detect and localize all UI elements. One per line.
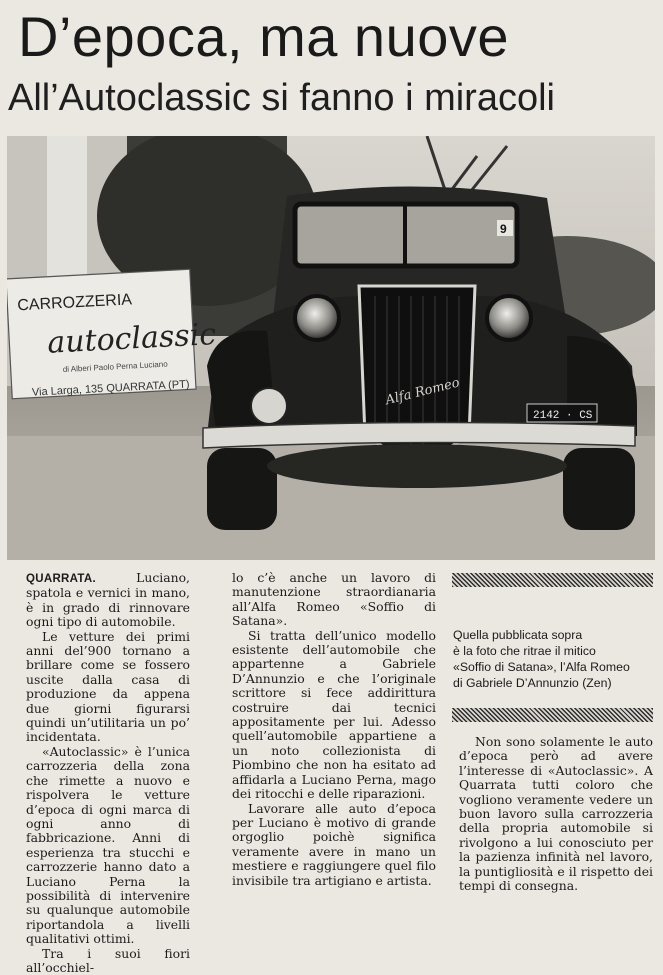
paragraph-8: Non sono solamente le auto d’epoca però ad avere l’interesse di «Autoclassic». A Quarrata tutti coloro che vogliono veramente vedere un buon lavoro sulla carrozzeria della propria automobile si rivolgono a lui conosciuto per la pazienza infinità nel lavoro, la puntigliosità e il rispetto dei tempi di consegna. (459, 734, 653, 894)
sign-line4: Via Larga, 135 QUARRATA (PT) (31, 378, 190, 399)
caption-line-2: è la foto che ritrae il mitico (453, 644, 596, 658)
article-column-2 (232, 571, 436, 888)
article-column-1 (26, 571, 190, 975)
hatch-divider-top (452, 573, 653, 587)
caption-line-3: «Soffio di Satana», l’Alfa Romeo (453, 660, 630, 674)
sign-line2: autoclassic (46, 317, 217, 361)
paragraph-2: Le vetture dei primi anni del’900 tornano a brillare come se fossero uscite dalla casa di produzione da appena due giorni figurarsi quindi un’utilitaria un po’ incidentata. (26, 628, 190, 745)
paragraph-3: «Autoclassic» è l’unica carrozzeria della zona che rimette a nuovo e rispolvera le vetture d’epoca di ogni marca di ogni anno di fabbricazione. Anni di esperienza tra stucchi e carrozzerie hanno dato a Luciano Perna la possibilità di intervenire su qualunque automobile riportandola a livelli qualitativi ottimi. (26, 743, 190, 947)
grille-script: Alfa Romeo (384, 375, 462, 409)
article-headline: D’epoca, ma nuove (18, 5, 510, 68)
hatch-divider-bottom (452, 708, 653, 722)
caption-line-1: Quella pubblicata sopra (453, 628, 583, 642)
paragraph-5: lo c’è anche un lavoro di manutenzione straordianaria all’Alfa Romeo «Soffio di Satana». (232, 570, 436, 629)
article-column-3 (459, 735, 653, 893)
sign-line3: di Alberi Paolo Perna Luciano (62, 359, 168, 375)
paragraph-4: Tra i suoi fiori all’occhiel- (26, 945, 190, 975)
caption-line-4: di Gabriele D’Annunzio (Zen) (453, 676, 612, 690)
license-plate: 2142 · CS (533, 410, 593, 422)
article-photo (7, 136, 655, 560)
paragraph-7: Lavorare alle auto d’epoca per Luciano è motivo di grande orgoglio poichè significa veramente avere in mano un mestiere e raggiungere quel filo invisibile tra artigiano e artista. (232, 800, 436, 888)
carrozzeria-sign (7, 269, 217, 398)
windshield-badge: 9 (500, 222, 507, 236)
dateline: QUARRATA. (26, 573, 96, 585)
paragraph-6: Si tratta dell’unico modello esistente dell’automobile che appartenne a Gabriele D’Annunzio e che l’originale scrittore si fece addirittura costruire dai tecnici appositamente per lui. Adesso quell’automobile appartiene a un noto collezionista di Piombino che non ha esitato ad affidarla a Luciano Perna, mago dei ritocchi e delle riparazioni. (232, 627, 436, 802)
photo-caption (453, 627, 655, 691)
paragraph-1-text: Luciano, spatola e vernici in mano, è in grado di rinnovare ogni tipo di automobile. (26, 570, 190, 630)
article-subheadline: All’Autoclassic si fanno i miracoli (8, 77, 555, 119)
paragraph-1 (26, 571, 190, 630)
sign-line1: CARROZZERIA (16, 291, 133, 315)
